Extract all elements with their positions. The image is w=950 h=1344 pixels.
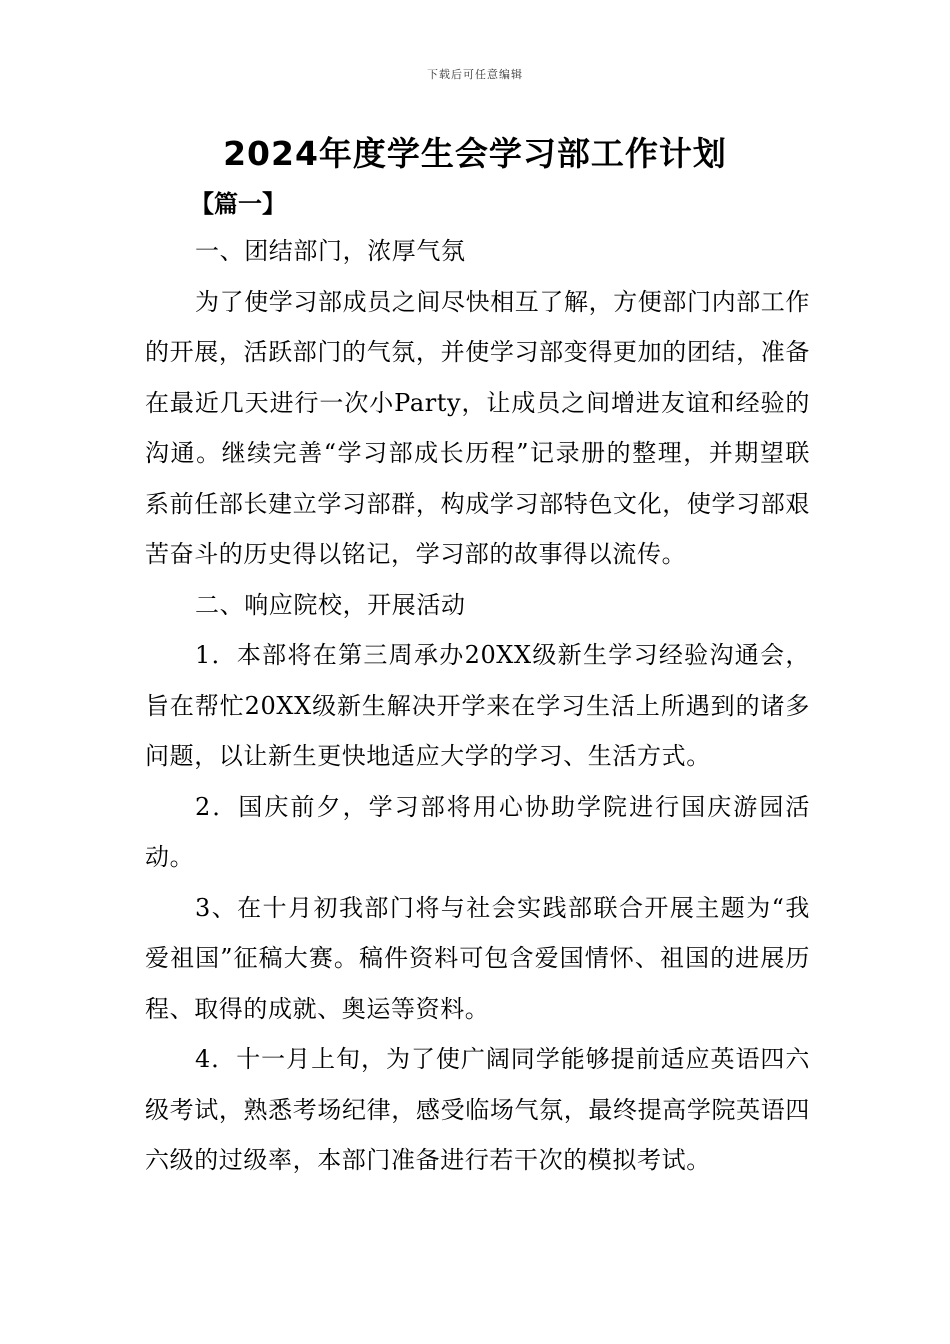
- paragraph-1: 为了使学习部成员之间尽快相互了解，方便部门内部工作的开展，活跃部门的气氛，并使学习部变得更加的团结，准备在最近几天进行一次小Party，让成员之间增进友谊和经验的沟通。继续完善“学习部成长历程”记录册的整理，并期望联系前任部长建立学习部群，构成学习部特色文化，使学习部艰苦奋斗的历史得以铭记，学习部的故事得以流传。: [145, 287, 810, 568]
- document-title: 2024年度学生会学习部工作计划: [223, 134, 727, 173]
- header-note: 下载后可任意编辑: [427, 68, 523, 81]
- section-heading-1: 一、团结部门，浓厚气氛: [195, 237, 466, 265]
- document-body: [145, 226, 810, 1186]
- list-item-2: 2．国庆前夕，学习部将用心协助学院进行国庆游园活动。: [145, 792, 810, 871]
- section-tag: 【篇一】: [190, 190, 286, 218]
- section-heading-2: 二、响应院校，开展活动: [195, 590, 466, 619]
- list-item-1: 1．本部将在第三周承办20XX级新生学习经验沟通会，旨在帮忙20XX级新生解决开学来在学习生活上所遇到的诸多问题，以让新生更快地适应大学的学习、生活方式。: [145, 641, 810, 770]
- list-item-3: 3、在十月初我部门将与社会实践部联合开展主题为“我爱祖国”征稿大赛。稿件资料可包含爱国情怀、祖国的进展历程、取得的成就、奥运等资料。: [145, 893, 810, 1023]
- list-item-4: 4．十一月上旬，为了使广阔同学能够提前适应英语四六级考试，熟悉考场纪律，感受临场气氛，最终提高学院英语四六级的过级率，本部门准备进行若干次的模拟考试。: [145, 1045, 810, 1174]
